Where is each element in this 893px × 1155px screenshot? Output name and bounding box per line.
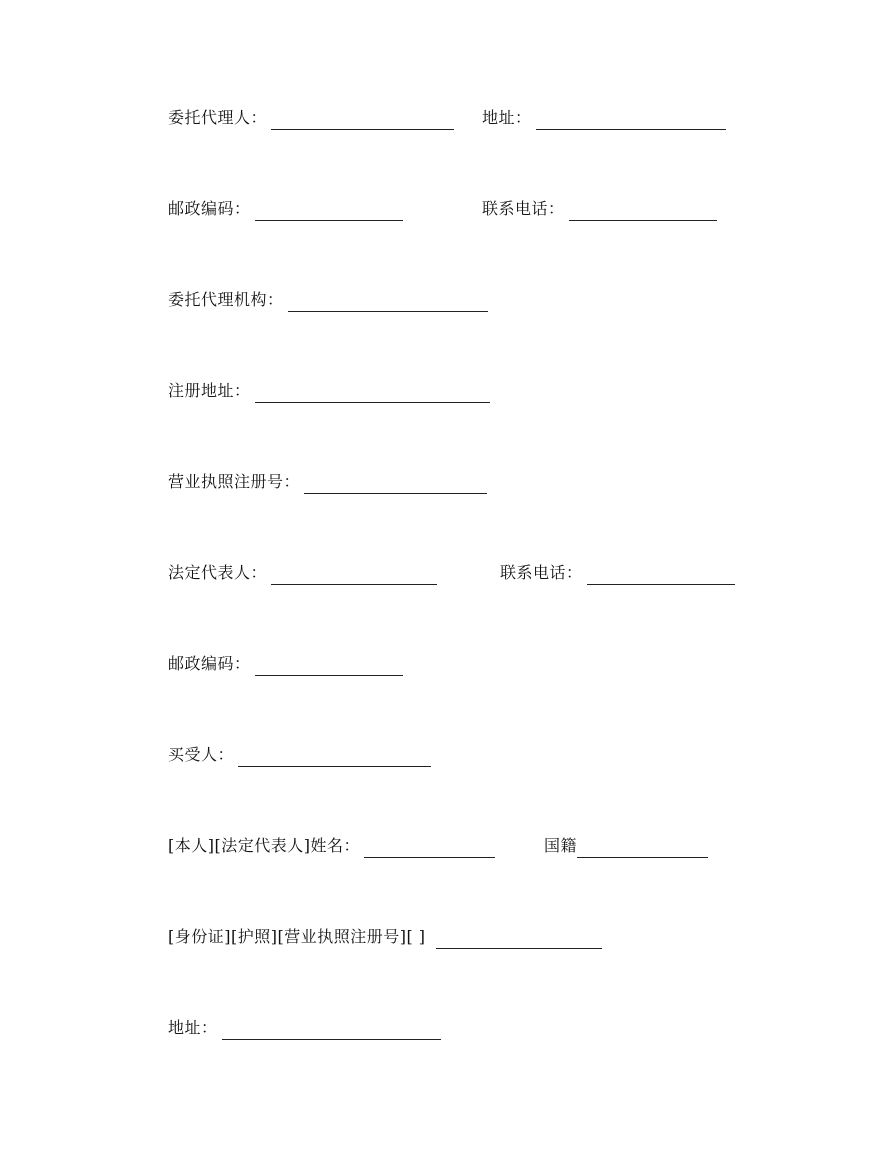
- registered-address-blank[interactable]: [255, 384, 490, 403]
- legal-rep-field: [168, 561, 437, 585]
- agent-phone-label: 联系电话：: [482, 199, 565, 218]
- legal-rep-postcode-field: [168, 652, 403, 676]
- business-license-blank[interactable]: [304, 475, 487, 494]
- buyer-id-blank[interactable]: [436, 930, 602, 949]
- agency-field: [168, 288, 488, 312]
- business-license-label: 营业执照注册号：: [168, 472, 301, 491]
- legal-rep-phone-field: [500, 561, 735, 585]
- agent-postcode-blank[interactable]: [255, 202, 403, 221]
- agent-blank[interactable]: [271, 111, 454, 130]
- registered-address-label: 注册地址：: [168, 381, 251, 400]
- agent-label: 委托代理人：: [168, 108, 268, 127]
- agency-label: 委托代理机构：: [168, 290, 284, 309]
- buyer-nationality-field: [544, 834, 708, 858]
- agent-field: [168, 106, 454, 130]
- buyer-id-field: [168, 925, 602, 949]
- buyer-id-label: [身份证][护照][营业执照注册号][ ]: [168, 927, 426, 946]
- legal-rep-phone-blank[interactable]: [587, 566, 735, 585]
- legal-rep-phone-label: 联系电话：: [500, 563, 583, 582]
- agency-blank[interactable]: [288, 293, 488, 312]
- buyer-field: [168, 743, 431, 767]
- buyer-nationality-label: 国籍: [544, 836, 578, 855]
- agent-address-blank[interactable]: [536, 111, 726, 130]
- agent-address-field: [482, 106, 726, 130]
- agent-phone-blank[interactable]: [569, 202, 717, 221]
- registered-address-field: [168, 379, 490, 403]
- buyer-nationality-blank[interactable]: [577, 839, 708, 858]
- buyer-address-label: 地址：: [168, 1018, 218, 1037]
- legal-rep-postcode-label: 邮政编码：: [168, 654, 251, 673]
- buyer-name-label: [本人][法定代表人]姓名：: [168, 836, 360, 855]
- agent-postcode-label: 邮政编码：: [168, 199, 251, 218]
- business-license-field: [168, 470, 487, 494]
- buyer-name-field: [168, 834, 495, 858]
- legal-rep-label: 法定代表人：: [168, 563, 268, 582]
- buyer-address-blank[interactable]: [222, 1021, 441, 1040]
- buyer-address-field: [168, 1016, 441, 1040]
- buyer-blank[interactable]: [238, 748, 431, 767]
- legal-rep-blank[interactable]: [271, 566, 437, 585]
- agent-address-label: 地址：: [482, 108, 532, 127]
- buyer-name-blank[interactable]: [364, 839, 495, 858]
- agent-postcode-field: [168, 197, 403, 221]
- agent-phone-field: [482, 197, 717, 221]
- legal-rep-postcode-blank[interactable]: [255, 657, 403, 676]
- buyer-label: 买受人：: [168, 745, 235, 764]
